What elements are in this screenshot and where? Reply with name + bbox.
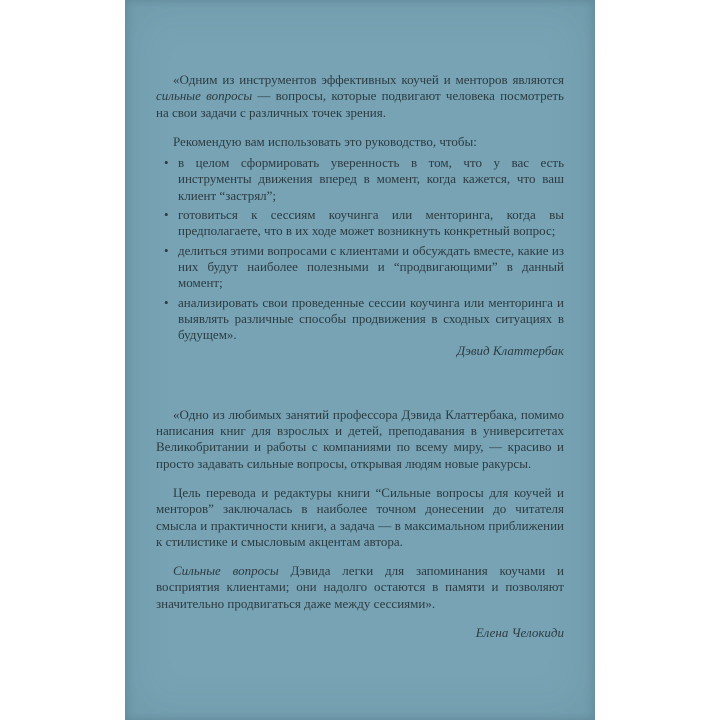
bullet-marker: •	[164, 207, 169, 223]
bullet-text: делиться этими вопросами с клиентами и обсуждать вместе, какие из них будут наиболее полезными и “продвигающими” в данный момент;	[178, 242, 564, 291]
quote1-intro-end: — вопросы, которые подвигают человека посмотреть на свои задачи с различных точек зрения.	[156, 88, 564, 120]
cover-text	[156, 72, 564, 641]
bullet-item	[156, 295, 564, 344]
bullet-text: в целом сформировать уверенность в том, что у вас есть инструменты движения вперед в момент, когда кажется, что ваш клиент “застрял”;	[178, 155, 564, 203]
quote2-author-attribution: Елена Челокиди	[475, 625, 564, 641]
bullet-item	[156, 207, 564, 240]
quote1-intro-paragraph	[156, 72, 564, 121]
quote-block-chelokidi	[156, 407, 564, 642]
quote2-para3-italic: Сильные вопросы	[173, 563, 279, 579]
book-back-cover	[125, 0, 595, 720]
quote1-intro-italic: сильные вопросы	[156, 88, 253, 104]
quote1-author-attribution: Дэвид Клаттербак	[456, 343, 564, 359]
bullet-marker: •	[164, 155, 169, 171]
quote1-bullet-list	[156, 155, 564, 343]
quote2-paragraph-1: «Одно из любимых занятий профессора Дэвида Клаттербака, помимо написания книг для взрослых и детей, преподавания в университетах Великобритании и работы с компаниями по всему миру, — красиво и просто задавать сильные вопросы, открывая людям новые ракурсы.	[156, 406, 564, 471]
quote2-paragraph-3	[156, 563, 564, 612]
bullet-item	[156, 155, 564, 204]
quote1-intro-start: «Одним из инструментов эффективных коучей и менторов являются	[173, 72, 564, 87]
quote2-para3-rest: Дэвида легки для запоминания коучами и восприятия клиентами; они надолго остаются в памяти и позволяют значительно продвигаться даже между сессиями».	[156, 563, 565, 611]
bullet-marker: •	[164, 294, 169, 310]
bullet-item	[156, 243, 564, 292]
bullet-marker: •	[164, 242, 169, 258]
bullet-text: готовиться к сессиям коучинга или менторинга, когда вы предполагаете, что в их ходе может возникнуть конкретный вопрос;	[178, 207, 564, 239]
quote1-lead-paragraph: Рекомендую вам использовать это руководство, чтобы:	[173, 133, 477, 149]
bullet-text: анализировать свои проведенные сессии коучинга или менторинга и выявлять различные способы продвижения в сходных ситуациях в будущем».	[178, 294, 564, 343]
quote2-paragraph-2: Цель перевода и редактуры книги “Сильные вопросы для коучей и менторов” заключалась в наиболее точном донесении до читателя смысла и практичности книги, а задача — в максимальном приближении к стилистике и смысловым акцентам автора.	[156, 484, 564, 549]
quote-block-clutterbuck	[156, 72, 564, 360]
